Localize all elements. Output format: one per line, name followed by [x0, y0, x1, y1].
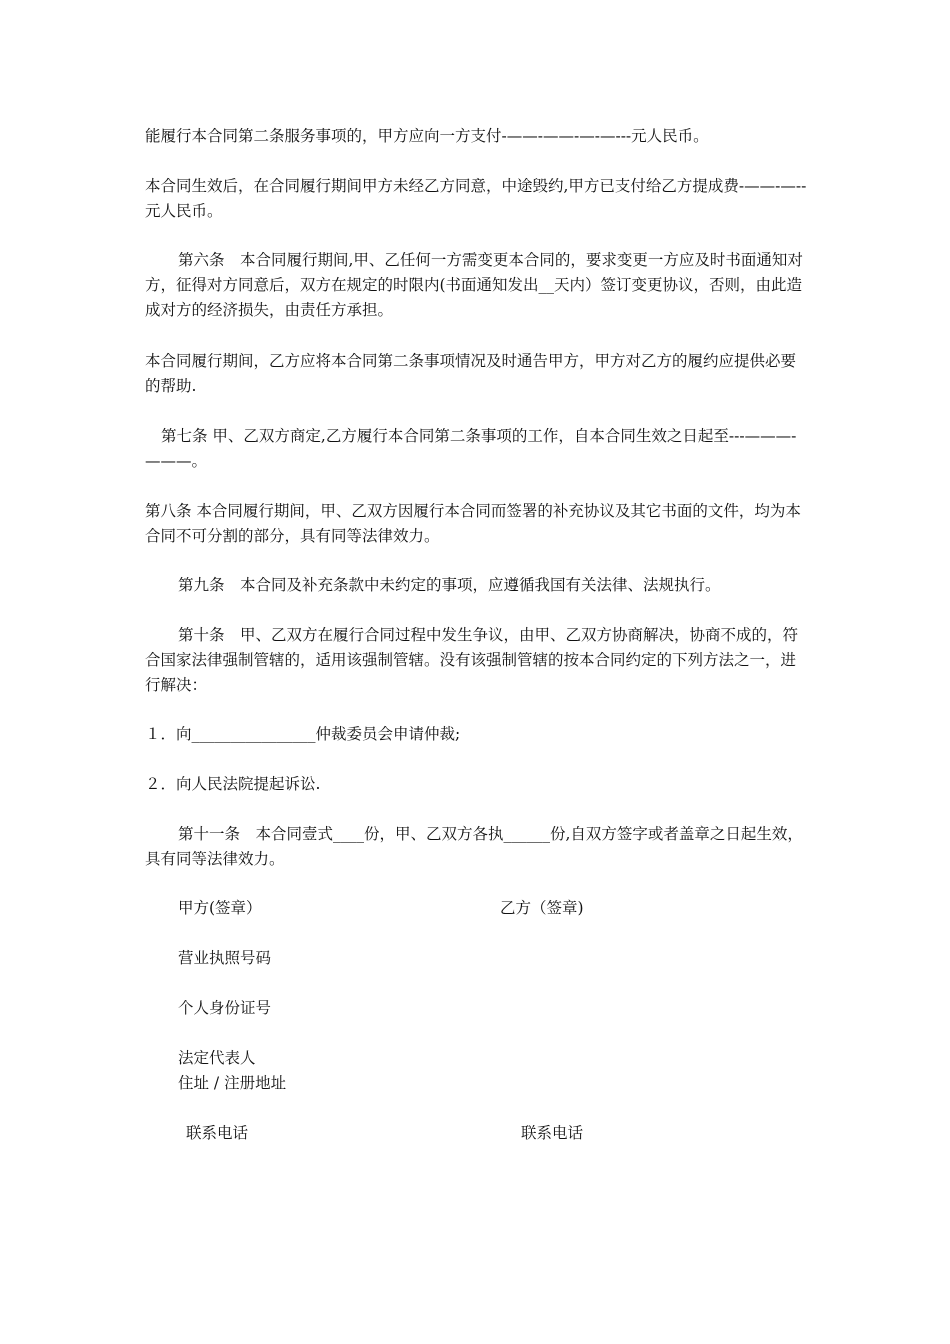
- business-license-label: 营业执照号码: [178, 949, 272, 967]
- article-10: 第十条 甲、乙双方在履行合同过程中发生争议，由甲、乙双方协商解决，协商不成的，符合国家法律强制管辖的，适用该强制管辖。没有该强制管辖的按本合同约定的下列方法之一，进行解决：: [145, 626, 799, 694]
- party-b-phone-label: 联系电话: [521, 1124, 584, 1142]
- legal-representative-label: 法定代表人: [178, 1049, 256, 1067]
- article-9: 第九条 本合同及补充条款中未约定的事项，应遵循我国有关法律、法规执行。: [178, 576, 721, 594]
- party-b-signature-label: 乙方（签章): [500, 899, 584, 917]
- party-a-signature-label: 甲方(签章）: [178, 899, 262, 917]
- list-item-litigation: ２．向人民法院提起诉讼.: [145, 775, 321, 793]
- paragraph-notice: 本合同履行期间，乙方应将本合同第二条事项情况及时通告甲方，甲方对乙方的履约应提供必要的帮助.: [145, 352, 797, 395]
- id-number-label: 个人身份证号: [178, 999, 272, 1017]
- paragraph-breach: 本合同生效后，在合同履行期间甲方未经乙方同意，中途毁约,甲方已支付给乙方提成费-——-—--元人民币。: [145, 177, 807, 220]
- address-label: 住址 / 注册地址: [178, 1074, 287, 1092]
- paragraph-payment: 能履行本合同第二条服务事项的，甲方应向一方支付-——-——-—-—---元人民币。: [145, 127, 709, 145]
- article-7: 第七条 甲、乙双方商定,乙方履行本合同第二条事项的工作，自本合同生效之日起至---———-———。: [145, 427, 797, 470]
- party-a-phone-label: 联系电话: [186, 1124, 249, 1142]
- article-8: 第八条 本合同履行期间，甲、乙双方因履行本合同而签署的补充协议及其它书面的文件，均为本合同不可分割的部分，具有同等法律效力。: [145, 502, 801, 545]
- article-6: 第六条 本合同履行期间,甲、乙任何一方需变更本合同的，要求变更一方应及时书面通知对方，征得对方同意后，双方在规定的时限内(书面通知发出__天内）签订变更协议，否则，由此造成对方的经济损失，由责任方承担。: [145, 251, 803, 319]
- article-11: 第十一条 本合同壹式____份，甲、乙双方各执______份,自双方签字或者盖章之日起生效，具有同等法律效力。: [145, 825, 803, 868]
- list-item-arbitration: １．向________________仲裁委员会申请仲裁;: [145, 725, 461, 743]
